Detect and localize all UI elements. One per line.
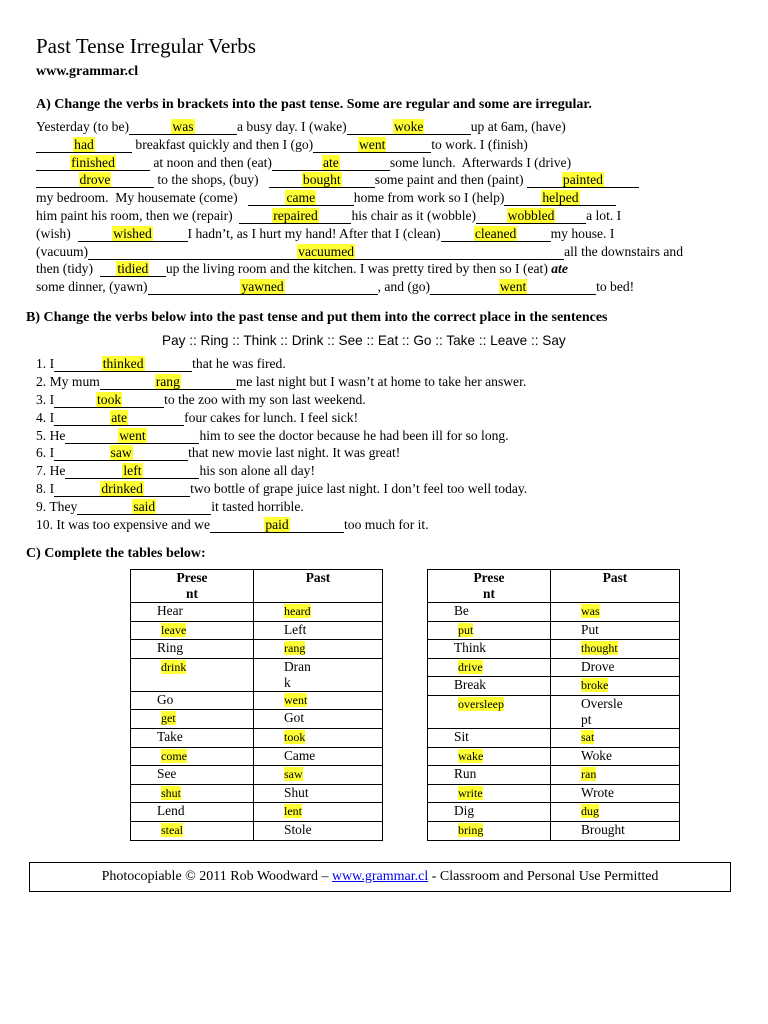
past-cell[interactable]	[551, 621, 680, 640]
passage-text: my bedroom. My housemate (come)	[36, 190, 248, 206]
section-b-sentences	[36, 355, 527, 534]
table-row	[131, 603, 383, 622]
given-word: Sit	[454, 728, 469, 744]
answer-text: wobbled	[507, 207, 555, 223]
answer-blank[interactable]	[272, 156, 390, 171]
past-cell[interactable]	[551, 728, 680, 747]
present-cell[interactable]	[428, 677, 551, 696]
present-cell[interactable]	[131, 603, 254, 622]
sentence-end: to the zoo with my son last weekend.	[164, 391, 366, 407]
table-row	[131, 766, 383, 785]
answer-text: write	[458, 785, 483, 800]
passage-text: then (tidy)	[36, 261, 100, 277]
passage-text: some paint and then (paint)	[374, 172, 527, 188]
sentence	[36, 427, 527, 445]
given-word: Shut	[284, 784, 309, 800]
table-row	[428, 658, 680, 677]
answer-blank[interactable]	[54, 446, 188, 461]
answer-blank[interactable]	[77, 500, 211, 515]
verb-table-1	[130, 569, 383, 841]
answer-text: bring	[458, 822, 484, 837]
present-cell[interactable]	[428, 784, 551, 803]
present-cell[interactable]	[131, 803, 254, 822]
sentence-end: his son alone all day!	[199, 463, 315, 479]
table-row	[428, 821, 680, 840]
sentence	[36, 516, 527, 534]
answer-text: leave	[161, 622, 187, 637]
sentence-start: 5. He	[36, 427, 66, 443]
given-word: Lend	[157, 803, 185, 819]
present-cell[interactable]	[428, 603, 551, 622]
section-a-heading: A) Change the verbs in brackets into the past tense. Some are regular and some are irregular.	[36, 97, 592, 112]
given-word: Left	[284, 621, 307, 637]
sentence-end: him to see the doctor because he had been ill for so long.	[199, 427, 509, 443]
answer-text: took	[284, 729, 306, 744]
answer-text: helped	[542, 190, 579, 206]
past-cell[interactable]	[254, 691, 383, 710]
answer-blank[interactable]	[210, 518, 344, 533]
answer-blank[interactable]	[441, 227, 551, 242]
sentence	[36, 462, 527, 480]
answer-text: ate	[322, 154, 339, 170]
past-cell[interactable]	[551, 677, 680, 696]
past-cell[interactable]	[254, 658, 383, 691]
answer-text: had	[74, 136, 94, 152]
passage-text: Yesterday (to be)	[36, 119, 129, 134]
answer-text: oversleep	[458, 696, 504, 711]
passage-text: a busy day. I (wake)	[237, 119, 347, 134]
past-cell[interactable]	[254, 640, 383, 659]
present-cell[interactable]	[131, 691, 254, 710]
given-word: Brought	[581, 821, 625, 837]
table-row	[428, 784, 680, 803]
answer-blank[interactable]	[476, 209, 586, 224]
answer-text: drinked	[101, 481, 143, 497]
answer-text: went	[499, 279, 527, 295]
sentence	[36, 391, 527, 409]
past-cell[interactable]	[254, 766, 383, 785]
sentence-start: 2. My mum	[36, 373, 100, 389]
present-cell[interactable]	[131, 821, 254, 840]
sentence-start: 3. I	[36, 391, 55, 407]
sentence-end: it tasted horrible.	[211, 499, 304, 515]
table-row	[131, 821, 383, 840]
passage-text: breakfast quickly and then I (go)	[132, 136, 314, 152]
answer-text: yawned	[241, 279, 284, 295]
given-word: Oversle pt	[581, 695, 623, 727]
answer-text: wake	[458, 748, 484, 763]
table-header-row	[131, 570, 383, 603]
past-cell[interactable]	[551, 821, 680, 840]
past-cell[interactable]	[551, 603, 680, 622]
sentence-end: too much for it.	[344, 517, 429, 533]
sentence-start: 8. I	[36, 481, 55, 497]
page-title: Past Tense Irregular Verbs	[36, 34, 256, 58]
given-word: Drove	[581, 658, 615, 674]
passage-text: to work. I (finish)	[431, 136, 528, 152]
passage-line	[36, 189, 730, 207]
answer-text: came	[286, 190, 316, 206]
answer-text: woke	[393, 119, 424, 134]
passage-text: up the living room and the kitchen. I was pretty tired by then so I (eat)	[165, 261, 552, 277]
present-cell[interactable]	[428, 747, 551, 766]
passage-line	[36, 243, 730, 261]
section-b-heading: B) Change the verbs below into the past tense and put them into the correct place in the sentences	[26, 310, 608, 325]
given-word: Be	[454, 603, 469, 618]
past-cell[interactable]	[551, 658, 680, 677]
answer-text: took	[97, 391, 122, 407]
given-word: Run	[454, 766, 477, 782]
answer-text: drove	[79, 172, 111, 188]
given-word: Hear	[157, 603, 184, 618]
present-cell[interactable]	[428, 695, 551, 728]
past-cell[interactable]	[551, 640, 680, 659]
answer-blank[interactable]	[36, 138, 132, 153]
present-cell[interactable]	[428, 803, 551, 822]
table-row	[428, 747, 680, 766]
sentence	[36, 409, 527, 427]
passage-line	[36, 207, 730, 225]
passage-line	[36, 260, 730, 278]
table-row	[428, 766, 680, 785]
answer-text: finished	[71, 154, 115, 170]
answer-text: rang	[155, 373, 180, 389]
given-word: Ring	[157, 640, 184, 656]
passage-text: (wish)	[36, 225, 78, 241]
word-bank: Pay :: Ring :: Think :: Drink :: See :: Eat :: Go :: Take :: Leave :: Say	[162, 333, 566, 348]
sentence-end: that new movie last night. It was great!	[188, 445, 401, 461]
answer-text: cleaned	[474, 225, 517, 241]
answer-blank[interactable]	[347, 120, 471, 135]
passage-text: home from work so I (help)	[353, 190, 505, 206]
passage-line	[36, 136, 730, 154]
passage-text: him paint his room, then we (repair)	[36, 207, 240, 223]
passage-text: some dinner, (yawn)	[36, 279, 148, 295]
sentence-end: me last night but I wasn’t at home to take her answer.	[235, 373, 527, 389]
given-word: Dran k	[284, 658, 311, 690]
answer-text: wished	[113, 225, 152, 241]
given-word: Woke	[581, 747, 612, 763]
answer-text: left	[123, 463, 142, 479]
passage-text: , and (go)	[377, 279, 431, 295]
answer-text: saw	[110, 445, 132, 461]
passage-text: my house. I	[550, 225, 615, 241]
answer-text: dug	[581, 804, 599, 819]
answer-text: come	[161, 748, 187, 763]
table-row	[428, 728, 680, 747]
past-cell[interactable]	[551, 747, 680, 766]
given-word: Got	[284, 710, 305, 726]
answer-text: went	[284, 692, 308, 707]
past-cell[interactable]	[254, 784, 383, 803]
passage-text: a lot. I	[586, 207, 622, 223]
answer-text: paid	[265, 517, 289, 533]
table-row	[131, 784, 383, 803]
present-cell[interactable]	[428, 621, 551, 640]
answer-blank[interactable]	[78, 227, 188, 242]
past-cell[interactable]	[254, 728, 383, 747]
sentence-start: 9. They	[36, 499, 78, 515]
table-row	[428, 677, 680, 696]
answer-text: was	[581, 604, 600, 618]
passage-text: ate	[551, 261, 568, 277]
past-cell[interactable]	[254, 747, 383, 766]
present-cell[interactable]	[131, 621, 254, 640]
table-row	[131, 728, 383, 747]
answer-text: went	[119, 427, 146, 443]
sentence	[36, 373, 527, 391]
table-row	[131, 710, 383, 729]
past-cell[interactable]	[551, 784, 680, 803]
answer-blank[interactable]	[504, 191, 616, 206]
past-cell[interactable]	[254, 710, 383, 729]
answer-text: drink	[161, 659, 187, 674]
table-row	[428, 621, 680, 640]
past-cell[interactable]	[551, 803, 680, 822]
sentence-end: that he was fired.	[192, 356, 286, 371]
present-cell[interactable]	[131, 710, 254, 729]
past-cell[interactable]	[551, 766, 680, 785]
answer-text: broke	[581, 678, 609, 693]
answer-blank[interactable]	[88, 245, 564, 260]
present-cell[interactable]	[131, 658, 254, 691]
answer-blank[interactable]	[269, 173, 375, 188]
given-word: Wrote	[581, 784, 614, 800]
table-row	[428, 603, 680, 622]
given-word: Came	[284, 747, 316, 763]
answer-blank[interactable]	[527, 173, 639, 188]
present-cell[interactable]	[131, 640, 254, 659]
passage-text: up at 6am, (have)	[470, 119, 566, 134]
passage-text: all the downstairs and	[564, 243, 684, 259]
given-word: See	[157, 766, 177, 782]
column-present-header: Prese nt	[131, 570, 254, 603]
table-row	[428, 803, 680, 822]
given-word: Put	[581, 621, 599, 637]
table-row	[131, 640, 383, 659]
passage-line	[36, 171, 730, 189]
footer-usage: - Classroom and Personal Use Permitted	[428, 869, 659, 884]
present-cell[interactable]	[131, 747, 254, 766]
passage-line	[36, 154, 730, 172]
table-row	[131, 621, 383, 640]
past-cell[interactable]	[254, 803, 383, 822]
site-url: www.grammar.cl	[36, 64, 139, 79]
answer-text: bought	[302, 172, 341, 188]
sentence-start: 4. I	[36, 409, 55, 425]
table-row	[131, 658, 383, 691]
column-past-header: Past	[551, 570, 680, 603]
sentence-start: 6. I	[36, 445, 55, 461]
table-row	[428, 695, 680, 728]
past-cell[interactable]	[254, 603, 383, 622]
passage-line	[36, 225, 730, 243]
answer-blank[interactable]	[65, 429, 199, 444]
section-a-passage	[36, 118, 730, 296]
present-cell[interactable]	[131, 728, 254, 747]
table-header-row	[428, 570, 680, 603]
present-cell[interactable]	[428, 821, 551, 840]
passage-text: his chair as it (wobble)	[351, 207, 477, 223]
answer-text: rang	[284, 641, 306, 656]
past-cell[interactable]	[254, 621, 383, 640]
answer-blank[interactable]	[36, 156, 150, 171]
answer-blank[interactable]	[430, 280, 596, 295]
answer-text: ate	[111, 409, 128, 425]
answer-blank[interactable]	[100, 375, 236, 390]
sentence	[36, 480, 527, 498]
given-word: Stole	[284, 821, 312, 837]
column-past-header: Past	[254, 570, 383, 603]
sentence	[36, 444, 527, 462]
sentence	[36, 498, 527, 516]
column-present-header: Prese nt	[428, 570, 551, 603]
present-cell[interactable]	[428, 766, 551, 785]
answer-blank[interactable]	[54, 357, 192, 372]
answer-blank[interactable]	[239, 209, 351, 224]
table-row	[131, 747, 383, 766]
answer-text: went	[358, 136, 386, 152]
passage-text: (vacuum)	[36, 243, 89, 259]
answer-blank[interactable]	[148, 280, 378, 295]
sentence	[36, 355, 527, 373]
passage-text: to the shops, (buy)	[154, 172, 269, 188]
answer-blank[interactable]	[54, 393, 164, 408]
answer-text: was	[172, 119, 194, 134]
given-word: Go	[157, 691, 174, 707]
past-cell[interactable]	[254, 821, 383, 840]
passage-line	[36, 118, 730, 136]
sentence-end: two bottle of grape juice last night. I don’t feel too well today.	[190, 481, 528, 497]
answer-blank[interactable]	[54, 482, 190, 497]
answer-blank[interactable]	[65, 464, 199, 479]
answer-text: saw	[284, 767, 303, 782]
given-word: Think	[454, 640, 486, 656]
passage-text: some lunch. Afterwards I (drive)	[389, 154, 572, 170]
present-cell[interactable]	[428, 640, 551, 659]
past-cell[interactable]	[551, 695, 680, 728]
footer-copyright: Photocopiable © 2011 Rob Woodward –	[101, 869, 332, 884]
sentence-start: 7. He	[36, 463, 66, 479]
answer-blank[interactable]	[129, 120, 237, 135]
answer-text: tidied	[117, 261, 149, 277]
answer-text: shut	[161, 785, 182, 800]
sentence-start: 10. It was too expensive and we	[36, 517, 211, 533]
answer-text: vacuumed	[298, 243, 355, 259]
answer-blank[interactable]	[313, 138, 431, 153]
sentence-end: four cakes for lunch. I feel sick!	[184, 409, 359, 425]
footer-link[interactable]: www.grammar.cl	[331, 869, 429, 884]
table-row	[131, 691, 383, 710]
answer-text: get	[161, 711, 176, 726]
given-word: Dig	[454, 803, 475, 819]
answer-text: steal	[161, 822, 183, 837]
present-cell[interactable]	[428, 658, 551, 677]
answer-text: painted	[562, 172, 603, 188]
present-cell[interactable]	[428, 728, 551, 747]
answer-text: thought	[581, 641, 618, 656]
sentence-start: 1. I	[36, 356, 55, 371]
answer-blank[interactable]	[36, 173, 154, 188]
answer-blank[interactable]	[54, 411, 184, 426]
answer-text: put	[458, 622, 474, 637]
passage-text: to bed!	[596, 279, 635, 295]
table-row	[131, 803, 383, 822]
answer-text: sat	[581, 729, 595, 744]
answer-text: said	[133, 499, 156, 515]
given-word: Break	[454, 677, 486, 693]
answer-text: drive	[458, 659, 483, 674]
table-row	[428, 640, 680, 659]
present-cell[interactable]	[131, 784, 254, 803]
answer-text: lent	[284, 804, 302, 819]
passage-text: at noon and then (eat)	[150, 154, 272, 170]
answer-text: ran	[581, 767, 597, 782]
answer-text: thinked	[102, 356, 144, 371]
present-cell[interactable]	[131, 766, 254, 785]
answer-blank[interactable]	[100, 262, 166, 277]
verb-table-2	[427, 569, 680, 841]
footer	[29, 862, 731, 892]
given-word: Take	[157, 728, 183, 744]
answer-text: repaired	[273, 207, 318, 223]
section-c-heading: C) Complete the tables below:	[26, 546, 206, 561]
answer-text: heard	[284, 604, 311, 618]
answer-blank[interactable]	[248, 191, 354, 206]
passage-line	[36, 278, 730, 296]
passage-text: I hadn’t, as I hurt my hand! After that I (clean)	[187, 225, 441, 241]
